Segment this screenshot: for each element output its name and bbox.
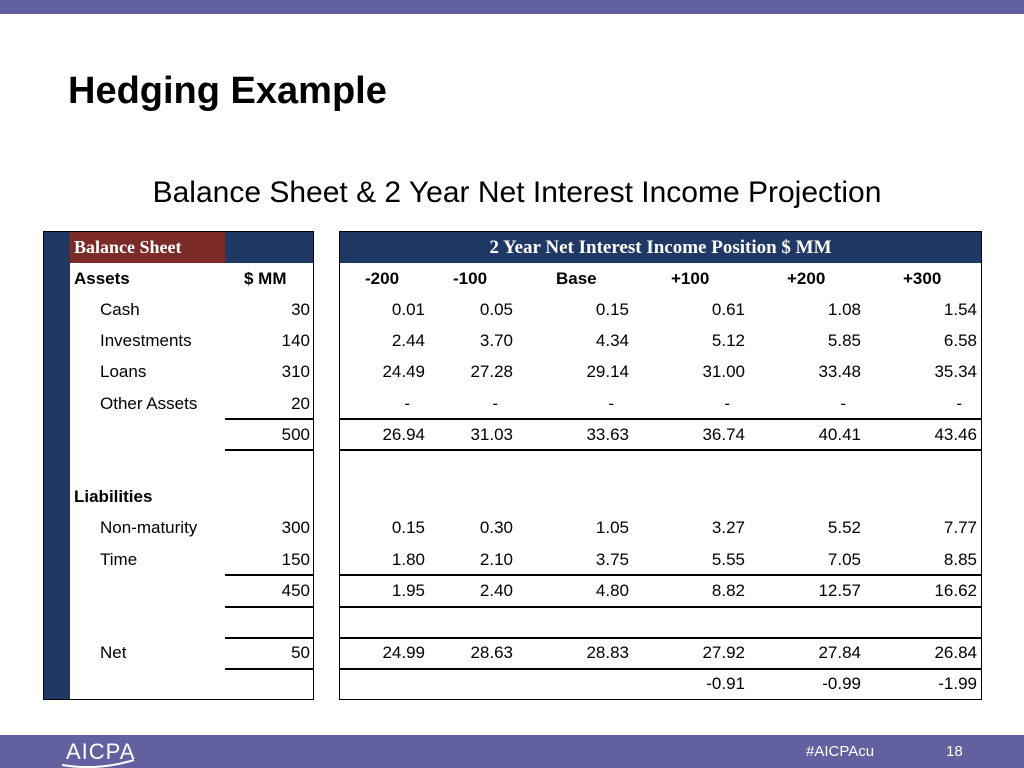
nii-cell: - bbox=[956, 393, 962, 413]
nii-row bbox=[340, 544, 981, 575]
nii-cell: 28.63 bbox=[470, 643, 513, 663]
nii-cell: 31.00 bbox=[702, 362, 745, 382]
row-label: Other Assets bbox=[100, 393, 198, 413]
nii-cell: 36.74 bbox=[702, 424, 745, 444]
row-label: Loans bbox=[100, 362, 147, 382]
nii-cell: 4.34 bbox=[595, 331, 629, 351]
nii-row bbox=[340, 450, 981, 481]
nii-row bbox=[340, 356, 981, 387]
nii-cell bbox=[345, 450, 425, 481]
nii-cell: 0.61 bbox=[711, 300, 745, 319]
top-bar bbox=[0, 0, 1024, 14]
row-mm-value: 140 bbox=[281, 331, 310, 351]
nii-cell bbox=[433, 450, 513, 481]
nii-cell bbox=[665, 481, 745, 512]
page-number: 18 bbox=[946, 743, 963, 760]
nii-cell: 33.48 bbox=[818, 362, 861, 382]
nii-cell: 43.46 bbox=[934, 424, 977, 444]
row-mm-value: 50 bbox=[291, 643, 310, 663]
nii-cell: 3.75 bbox=[595, 549, 629, 569]
nii-cell: 3.70 bbox=[479, 331, 513, 351]
nii-cell: 8.85 bbox=[943, 549, 977, 569]
nii-cell: 0.05 bbox=[479, 300, 513, 319]
nii-cell: - bbox=[608, 393, 614, 413]
row-label: Cash bbox=[100, 300, 140, 319]
nii-cell: 1.05 bbox=[595, 518, 629, 538]
rule-line bbox=[225, 637, 313, 639]
nii-row bbox=[340, 325, 981, 356]
slide-subtitle: Balance Sheet & 2 Year Net Interest Income Projection bbox=[152, 176, 882, 209]
row-mm-value: 300 bbox=[281, 518, 310, 538]
row-label: Liabilities bbox=[74, 487, 153, 507]
nii-cell bbox=[433, 606, 513, 637]
nii-column-header: +100 bbox=[671, 269, 710, 288]
nii-column-headers bbox=[340, 263, 981, 294]
balance-sheet-row bbox=[44, 356, 313, 387]
nii-cell bbox=[549, 450, 629, 481]
row-mm-value: 150 bbox=[281, 549, 310, 569]
nii-cell: 1.54 bbox=[943, 300, 977, 319]
nii-cell bbox=[897, 450, 977, 481]
nii-cell: 33.63 bbox=[586, 424, 629, 444]
nii-cell: 27.92 bbox=[702, 643, 745, 663]
nii-row bbox=[340, 419, 981, 450]
balance-sheet-row bbox=[44, 325, 313, 356]
nii-cell: - bbox=[724, 393, 730, 413]
mm-label: $ MM bbox=[244, 269, 287, 288]
balance-sheet-table bbox=[43, 231, 314, 700]
nii-cell: 3.27 bbox=[711, 518, 745, 538]
nii-cell bbox=[549, 668, 629, 699]
row-mm-value: 500 bbox=[281, 424, 310, 444]
nii-cell: 5.55 bbox=[711, 549, 745, 569]
balance-sheet-row bbox=[44, 544, 313, 575]
nii-cell: 4.80 bbox=[595, 580, 629, 600]
row-label bbox=[100, 606, 240, 637]
nii-cell bbox=[897, 606, 977, 637]
nii-cell bbox=[665, 450, 745, 481]
nii-cell: 27.28 bbox=[470, 362, 513, 382]
nii-row bbox=[340, 606, 981, 637]
rule-line bbox=[225, 574, 313, 576]
nii-cell: 1.08 bbox=[827, 300, 861, 319]
nii-cell: 1.95 bbox=[391, 580, 425, 600]
row-label: Time bbox=[100, 549, 138, 569]
nii-cell: -1.99 bbox=[938, 674, 977, 694]
nii-cell: 24.49 bbox=[382, 362, 425, 382]
row-mm-value: 310 bbox=[281, 362, 310, 382]
balance-sheet-row bbox=[44, 606, 313, 637]
rule-line bbox=[340, 418, 981, 420]
nii-cell bbox=[781, 450, 861, 481]
nii-cell: 31.03 bbox=[470, 424, 513, 444]
rule-line bbox=[340, 668, 981, 670]
nii-cell bbox=[665, 606, 745, 637]
row-label: Investments bbox=[100, 331, 192, 351]
nii-row bbox=[340, 668, 981, 699]
nii-cell: 0.15 bbox=[391, 518, 425, 538]
row-label bbox=[100, 575, 240, 606]
balance-sheet-header: Balance Sheet bbox=[70, 232, 225, 263]
row-mm-value bbox=[229, 450, 310, 481]
nii-table bbox=[339, 231, 982, 700]
nii-cell: 40.41 bbox=[818, 424, 861, 444]
nii-cell bbox=[345, 668, 425, 699]
nii-cell: 26.94 bbox=[382, 424, 425, 444]
nii-cell bbox=[549, 606, 629, 637]
nii-row bbox=[340, 637, 981, 668]
row-mm-value bbox=[229, 606, 310, 637]
assets-label: Assets bbox=[74, 269, 130, 288]
nii-cell: 7.77 bbox=[943, 518, 977, 538]
nii-cell: 2.44 bbox=[391, 331, 425, 351]
nii-cell: 12.57 bbox=[818, 580, 861, 600]
nii-cell: - bbox=[492, 393, 498, 413]
balance-sheet-row bbox=[44, 481, 313, 512]
balance-sheet-row bbox=[44, 419, 313, 450]
row-label: Non-maturity bbox=[100, 518, 198, 538]
balance-sheet-row bbox=[44, 637, 313, 668]
row-mm-value bbox=[229, 481, 310, 512]
row-mm-value: 20 bbox=[291, 393, 310, 413]
nii-row bbox=[340, 512, 981, 543]
rule-line bbox=[340, 606, 981, 608]
nii-cell: 1.80 bbox=[391, 549, 425, 569]
nii-column-header: +300 bbox=[903, 269, 942, 288]
row-mm-value: 30 bbox=[291, 300, 310, 319]
nii-cell: 8.82 bbox=[711, 580, 745, 600]
slide-title: Hedging Example bbox=[68, 70, 387, 112]
footer-hashtag: #AICPAcu bbox=[806, 743, 875, 760]
balance-sheet-row bbox=[44, 668, 313, 699]
nii-cell: - bbox=[404, 393, 410, 413]
rule-line bbox=[225, 668, 313, 670]
nii-cell: 0.15 bbox=[595, 300, 629, 319]
nii-header: 2 Year Net Interest Income Position $ MM bbox=[489, 237, 832, 258]
balance-sheet-col-header bbox=[44, 263, 313, 294]
nii-cell: - bbox=[840, 393, 846, 413]
nii-cell: 2.40 bbox=[479, 580, 513, 600]
nii-cell bbox=[781, 481, 861, 512]
nii-cell: 6.58 bbox=[943, 331, 977, 351]
nii-row bbox=[340, 481, 981, 512]
nii-cell: 29.14 bbox=[586, 362, 629, 382]
nii-cell bbox=[345, 606, 425, 637]
nii-cell: 24.99 bbox=[382, 643, 425, 663]
balance-sheet-row bbox=[44, 512, 313, 543]
row-label bbox=[100, 668, 240, 699]
nii-cell: 0.30 bbox=[479, 518, 513, 538]
row-mm-value: 450 bbox=[281, 580, 310, 600]
rule-line bbox=[340, 574, 981, 576]
nii-column-header: -100 bbox=[453, 269, 488, 288]
nii-cell bbox=[433, 481, 513, 512]
nii-cell bbox=[345, 481, 425, 512]
balance-sheet-header-fill bbox=[225, 232, 313, 263]
nii-cell bbox=[897, 481, 977, 512]
nii-column-header: -200 bbox=[365, 269, 400, 288]
nii-cell: 35.34 bbox=[934, 362, 977, 382]
rule-line bbox=[225, 418, 313, 420]
nii-column-header: +200 bbox=[787, 269, 826, 288]
nii-cell: -0.91 bbox=[706, 674, 745, 694]
nii-cell: 27.84 bbox=[818, 643, 861, 663]
row-mm-value bbox=[229, 668, 310, 699]
row-label: Net bbox=[100, 643, 127, 663]
row-label bbox=[100, 450, 240, 481]
nii-cell bbox=[549, 481, 629, 512]
nii-column-header: Base bbox=[556, 269, 597, 288]
nii-cell: 7.05 bbox=[827, 549, 861, 569]
nii-cell: 5.12 bbox=[711, 331, 745, 351]
nii-cell: 2.10 bbox=[479, 549, 513, 569]
nii-row bbox=[340, 575, 981, 606]
nii-cell: -0.99 bbox=[822, 674, 861, 694]
nii-cell: 16.62 bbox=[934, 580, 977, 600]
row-label bbox=[100, 419, 240, 450]
nii-cell bbox=[433, 668, 513, 699]
rule-line bbox=[340, 449, 981, 451]
aicpa-logo: AICPA bbox=[66, 739, 136, 764]
balance-sheet-row bbox=[44, 450, 313, 481]
nii-cell: 5.85 bbox=[827, 331, 861, 351]
balance-sheet-row bbox=[44, 575, 313, 606]
nii-cell: 26.84 bbox=[934, 643, 977, 663]
rule-line bbox=[225, 606, 313, 608]
nii-row bbox=[340, 388, 981, 419]
nii-cell: 5.52 bbox=[827, 518, 861, 538]
nii-row bbox=[340, 294, 981, 325]
nii-cell: 28.83 bbox=[586, 643, 629, 663]
balance-sheet-row bbox=[44, 294, 313, 325]
rule-line bbox=[225, 449, 313, 451]
balance-sheet-row bbox=[44, 388, 313, 419]
rule-line bbox=[340, 637, 981, 639]
nii-cell: 0.01 bbox=[391, 300, 425, 319]
nii-cell bbox=[781, 606, 861, 637]
